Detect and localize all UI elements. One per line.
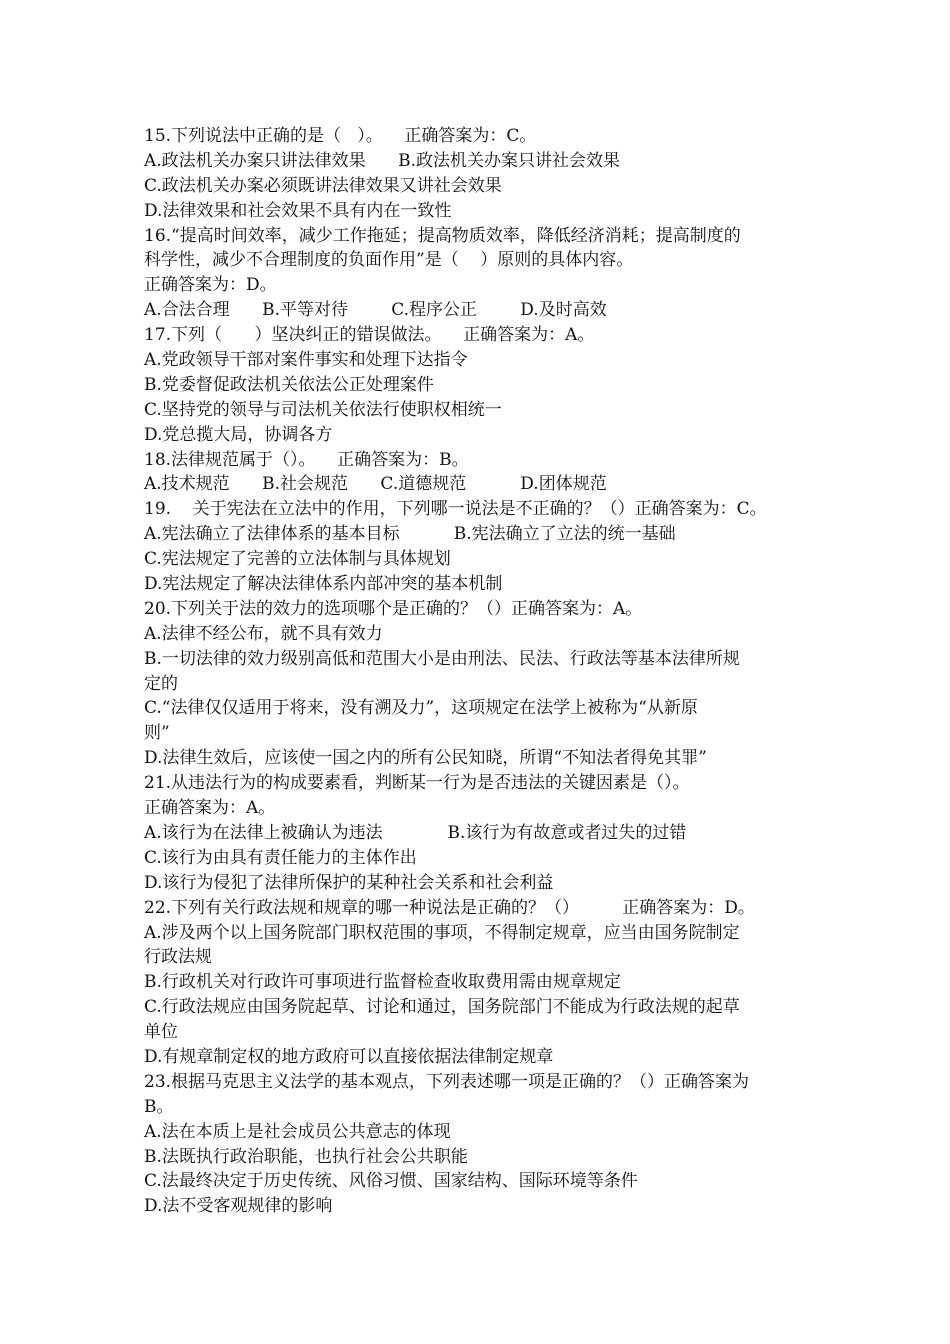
text-line: 科学性，减少不合理制度的负面作用”是（ ）原则的具体内容。	[144, 250, 634, 271]
text-line: A.涉及两个以上国务院部门职权范围的事项，不得制定规章，应当由国务院制定	[144, 922, 740, 943]
text-line: 18.法律规范属于（）。 正确答案为：B。	[144, 449, 469, 470]
text-line: 19. 关于宪法在立法中的作用，下列哪一说法是不正确的？（）正确答案为：C。	[144, 499, 767, 520]
text-line: C.坚持党的领导与司法机关依法行使职权相统一	[144, 399, 502, 420]
text-line: C.“法律仅仅适用于将来，没有溯及力”，这项规定在法学上被称为“从新原	[144, 698, 698, 719]
text-line: 16.“提高时间效率，减少工作拖延；提高物质效率，降低经济消耗；提高制度的	[144, 225, 741, 246]
text-line: C.法最终决定于历史传统、风俗习惯、国家结构、国际环境等条件	[144, 1171, 638, 1192]
text-line: A.法在本质上是社会成员公共意志的体现	[144, 1121, 451, 1142]
text-line: A.法律不经公布，就不具有效力	[144, 623, 383, 644]
text-line: B.行政机关对行政许可事项进行监督检查收取费用需由规章规定	[144, 972, 621, 993]
text-line: D.法不受客观规律的影响	[144, 1196, 333, 1217]
text-line: 15.下列说法中正确的是（ ）。 正确答案为：C。	[144, 126, 537, 146]
document-page	[144, 124, 824, 1219]
text-line: 22.下列有关行政法规和规章的哪一种说法是正确的？（） 正确答案为：D。	[144, 897, 755, 918]
text-line: D.党总揽大局，协调各方	[144, 424, 333, 445]
text-line: C.该行为由具有责任能力的主体作出	[144, 847, 417, 868]
text-line: B.法既执行政治职能，也执行社会公共职能	[144, 1146, 468, 1167]
text-line: A.该行为在法律上被确认为违法 B.该行为有故意或者过失的过错	[144, 822, 687, 843]
text-line: 21.从违法行为的构成要素看，判断某一行为是否违法的关键因素是（）。	[144, 773, 690, 794]
text-line: 20.下列关于法的效力的选项哪个是正确的？（）正确答案为：A。	[144, 598, 643, 619]
text-line: B.党委督促政法机关依法公正处理案件	[144, 374, 434, 395]
text-line: 单位	[144, 1022, 178, 1043]
text-line: A.党政领导干部对案件事实和处理下达指令	[144, 350, 468, 371]
text-line: 定的	[144, 673, 178, 694]
text-line: D.有规章制定权的地方政府可以直接依据法律制定规章	[144, 1046, 554, 1067]
text-line: D.法律生效后，应该使一国之内的所有公民知晓，所谓“不知法者得免其罪”	[144, 748, 707, 769]
text-line: A.宪法确立了法律体系的基本目标 B.宪法确立了立法的统一基础	[144, 524, 676, 545]
text-line: 正确答案为：A。	[144, 798, 276, 819]
text-line: D.法律效果和社会效果不具有内在一致性	[144, 200, 452, 221]
text-line: D.宪法规定了解决法律体系内部冲突的基本机制	[144, 574, 503, 595]
text-line: 则”	[144, 723, 170, 744]
text-line: D.该行为侵犯了法律所保护的某种社会关系和社会利益	[144, 872, 554, 893]
text-line: B。	[144, 1096, 174, 1117]
text-line: A.技术规范 B.社会规范 C.道德规范 D.团体规范	[144, 474, 607, 495]
text-line: 17.下列（ ）坚决纠正的错误做法。 正确答案为：A。	[144, 325, 595, 346]
text-line: C.宪法规定了完善的立法体制与具体规划	[144, 549, 451, 570]
text-line: 23.根据马克思主义法学的基本观点，下列表述哪一项是正确的？（）正确答案为	[144, 1071, 750, 1092]
text-line: 行政法规	[144, 947, 212, 968]
text-line: C.政法机关办案必须既讲法律效果又讲社会效果	[144, 175, 502, 196]
text-line: 正确答案为：D。	[144, 275, 277, 296]
text-line: C.行政法规应由国务院起草、讨论和通过，国务院部门不能成为行政法规的起草	[144, 997, 740, 1018]
text-line: B.一切法律的效力级别高低和范围大小是由刑法、民法、行政法等基本法律所规	[144, 648, 740, 669]
text-line: A.合法合理 B.平等对待 C.程序公正 D.及时高效	[144, 300, 607, 321]
text-line: A.政法机关办案只讲法律效果 B.政法机关办案只讲社会效果	[144, 150, 620, 171]
